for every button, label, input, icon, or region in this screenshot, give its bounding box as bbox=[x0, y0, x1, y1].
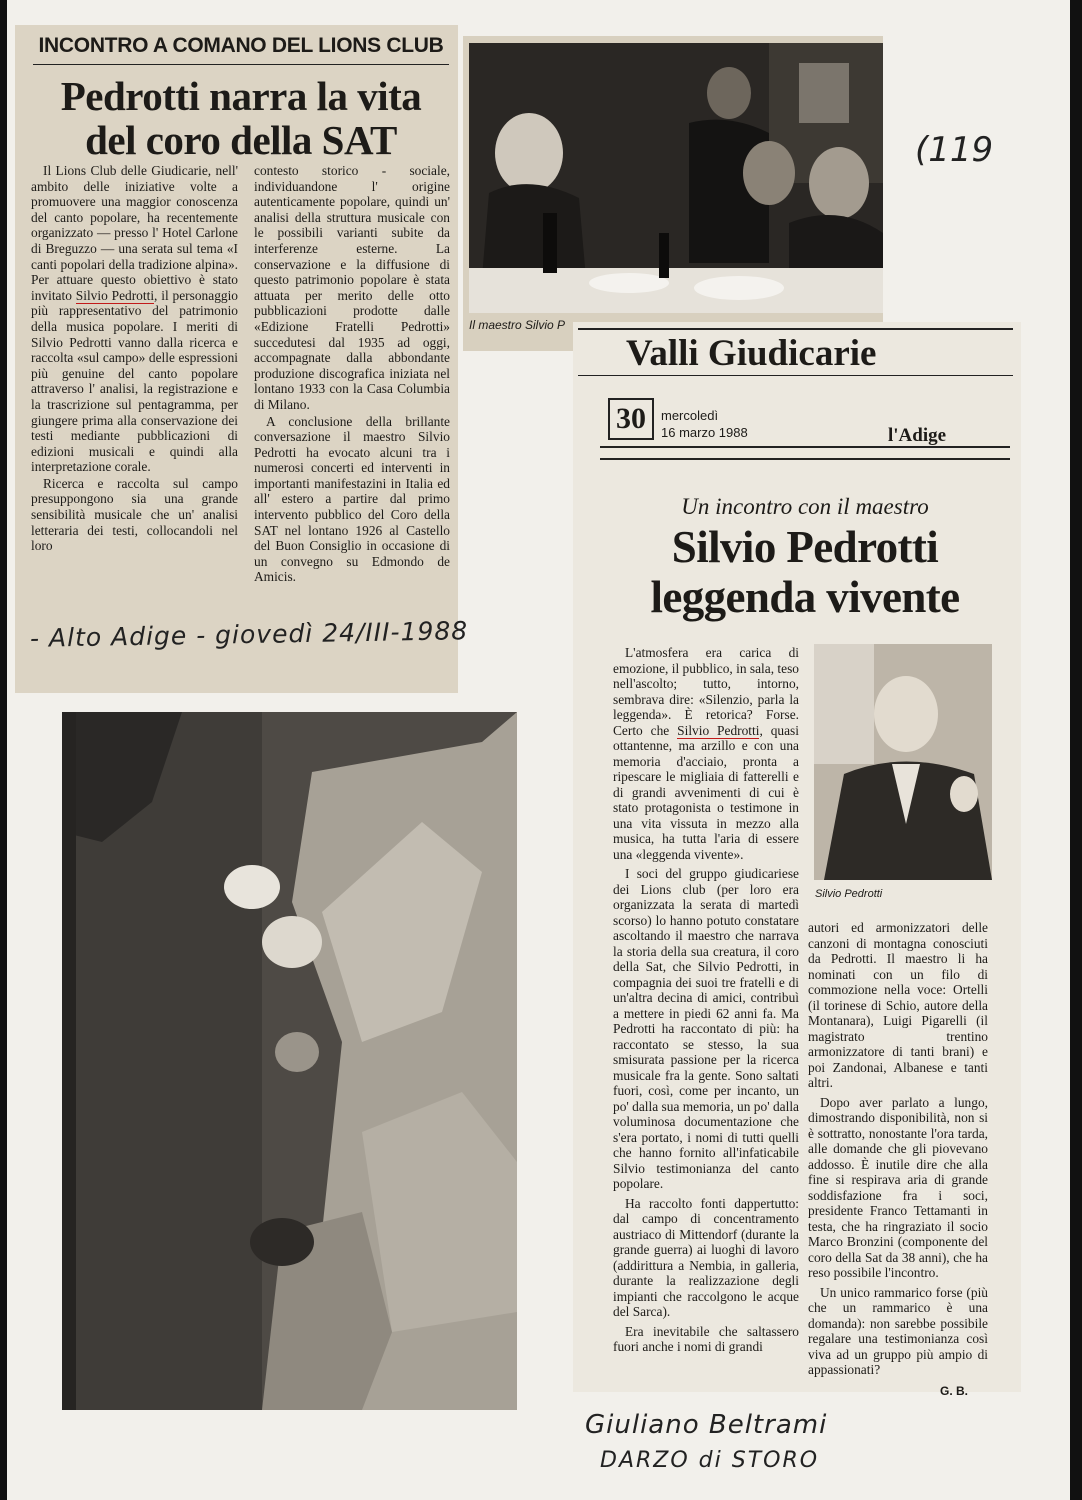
photo-caption: Il maestro Silvio P bbox=[469, 318, 566, 332]
clipping2-paragraph: Dopo aver parlato a lungo, dimostrando disponibilità, non si è sottratto, nonostante l'ora tarda, alle domande che gli piovevano addosso. È inutile dire che alla fine si respirava aria di grande soddisfazione fra i soci, presidente Franco Tettamanti in testa, che ha ringraziato il socio Marco Bronzini (componente del coro della Sat da 38 anni), che ha reso possibile l'incontro. bbox=[808, 1094, 988, 1280]
clipping1-headline: Pedrotti narra la vita del coro della SAT bbox=[60, 73, 422, 163]
rocky-shore-photo bbox=[62, 712, 517, 1410]
clipping2-headline: Silvio Pedrotti leggenda vivente bbox=[650, 522, 960, 622]
clipping1-column-2 bbox=[254, 163, 450, 586]
scan-border-right bbox=[1070, 0, 1082, 1500]
clipping1-paragraph: contesto storico - sociale, individuandone l' origine autenticamente popolare, quindi un' analisi della struttura musicale con le possibili varianti subite da interferenze esterne. La conservazione e la diffusione di questo patrimonio popolare è stata attuata per merito delle otto pubblicazioni prodotte dalle «Edizione Fratelli Pedrotti» succedutesi dal 1935 ad oggi, accompagnate dalla abbondante produzione discografica iniziata nel lontano 1933 con la Casa Columbia di Milano. bbox=[254, 163, 450, 412]
clipping1-column-1 bbox=[31, 163, 238, 555]
dateline-date: 16 marzo 1988 bbox=[661, 425, 748, 440]
clipping2-column-2 bbox=[808, 920, 988, 1382]
dinner-photo-drawing bbox=[469, 43, 883, 313]
clipping1-kicker: INCONTRO A COMANO DEL LIONS CLUB bbox=[33, 30, 449, 65]
clipping2-paragraph bbox=[613, 645, 799, 862]
portrait-photo bbox=[814, 644, 992, 880]
clipping2-paragraph: Ha raccolto fonti dappertutto: dal campo di concentramento austriaco di Mittendorf (durante la grande guerra) ai luoghi di lavoro (addirittura a Nembia, in galleria, durante la realizzazione degli impianti che raccolgono le acque del Sarca). bbox=[613, 1195, 799, 1319]
clipping2-paragraph: Un unico rammarico forse (più che un rammarico è una domanda): non sarebbe possibile regalare una testimonianza così viva ad un gruppo più ampio di appassionati? bbox=[808, 1284, 988, 1377]
text-run: , quasi ottantenne, ma arzillo e con una memoria d'acciaio, pronta a ripescare le migliaia di fatterelli e di grandi avvenimenti di cui è stato protagonista o testimone in una vita vissuta in mezzo alla musica, ha tutta l'aria di essere una «leggenda vivente». bbox=[613, 722, 799, 862]
handwritten-place: DARZO di STORO bbox=[600, 1448, 820, 1473]
clipping2-kicker: Un incontro con il maestro bbox=[681, 494, 929, 519]
dinner-photo bbox=[469, 43, 883, 313]
handwritten-source-note: - Alto Adige - giovedì 24/III-1988 bbox=[29, 616, 469, 653]
text-run: , il personaggio più rappresentativo del patrimonio della musica popolare. I meriti di Silvio Pedrotti vanno dalla ricerca e raccolta «sul campo» delle espressioni più genuine del canto popolare attraverso l' analisi, la registrazione e la trascrizione sul pentagramma, per giungere prima alla conservazione dei testi mediante pubblicazioni di edizioni musicali e quindi alla interpretazione corale. bbox=[31, 287, 238, 475]
clipping2-paragraph: I soci del gruppo giudicariese dei Lions club (per loro era organizzata la serata di martedì scorso) lo hanno potuto constatare ascoltando il maestro che narrava la storia della sua creatura, il coro della Sat, che Silvio Pedrotti, in compagnia dei suoi tre fratelli e di un'altra decina di amici, contribuì a mettere in piedi 62 anni fa. Ma Pedrotti ha raccontato di più: ha raccontato se stesso, la sua smisurata passione per la ricerca musicale fra la gente. Sono saltati fuori, così, come per incanto, un po' dalla sua memoria, un po' dalla voluminosa documentazione che s'era portato, i nomi di tutti quelli che hanno fornito all'infaticabile Silvio testimonianza del canto popolare. bbox=[613, 866, 799, 1191]
clipping1-paragraph: Ricerca e raccolta sul campo presuppongono sia una grande sensibilità musicale che un' analisi letteraria dei testi, collocandoli nel loro bbox=[31, 475, 238, 554]
clipping1-paragraph: A conclusione della brillante conversazione il maestro Silvio Pedrotti ha evocato alcuni tra i numerosi concerti ed interventi in importanti manifestazini in Italia ed all' estero a partire dal primo intervento pubblico del Coro della SAT nel lontano 1926 al Castello del Buon Consiglio in occasione di un convegno su Edmondo de Amicis. bbox=[254, 413, 450, 585]
portrait-drawing bbox=[814, 644, 992, 880]
text-run: L'atmosfera era carica di emozione, il pubblico, in sala, teso nell'ascolto; tutto, intorno, sembrava dire: «Silenzio, parla la leggenda». È retorica? Forse. Certo che bbox=[613, 645, 799, 738]
author-initials: G. B. bbox=[940, 1384, 969, 1398]
clipping2-paragraph: Era inevitabile che saltassero fuori anche i nomi di grandi bbox=[613, 1323, 799, 1354]
handwritten-page-number: (119 bbox=[915, 130, 994, 170]
dateline-day: mercoledì bbox=[661, 408, 719, 423]
clipping2-column-1 bbox=[613, 645, 799, 1359]
page-number-box: 30 bbox=[608, 398, 654, 440]
underlined-name: Silvio Pedrotti bbox=[75, 287, 155, 303]
handwritten-author-name: Giuliano Beltrami bbox=[585, 1410, 828, 1440]
portrait-caption: Silvio Pedrotti bbox=[815, 888, 883, 900]
scan-border-left bbox=[0, 0, 7, 1500]
clipping2-paragraph: autori ed armonizzatori delle canzoni di montagna conosciuti da Pedrotti. Il maestro li ha nominati con un filo di commozione nella voce: Ortelli (il torinese di Schio, autore della Montanara), Luigi Pigarelli (il magistrato trentino armonizzatore di tanti brani) e poi Zandonai, Albanese e tanti altri. bbox=[808, 920, 988, 1090]
text-run: Il Lions Club delle Giudicarie, nell' ambito delle iniziative volte a promuovere una maggior conoscenza del canto popolare, ha recentemente organizzato — presso l' Hotel Carlone di Breguzzo — una serata sul tema «I canti popolari della tradizione alpina». Per attuare questo obiettivo è stato invitato bbox=[31, 163, 238, 303]
underlined-name: Silvio Pedrotti bbox=[677, 722, 760, 738]
section-masthead: Valli Giudicarie bbox=[578, 328, 1013, 376]
rocky-shore-drawing bbox=[62, 712, 517, 1410]
divider bbox=[600, 458, 1010, 460]
clipping1-paragraph bbox=[31, 163, 238, 475]
newspaper-name: l'Adige bbox=[888, 425, 947, 446]
